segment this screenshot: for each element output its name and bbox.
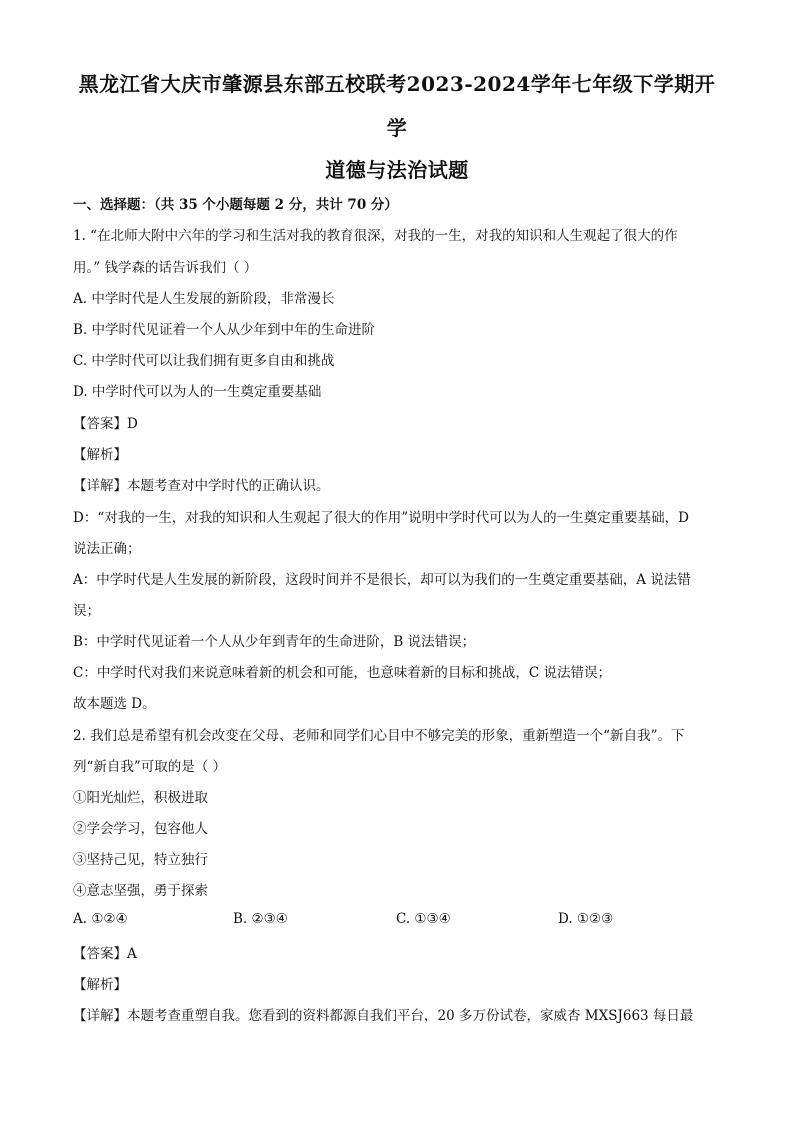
q2-item-3: ③坚持己见，特立独行 (73, 852, 208, 868)
q2-option-d: D. ①②③ (558, 911, 614, 927)
q1-option-d: D. 中学时代可以为人的一生奠定重要基础 (73, 384, 322, 400)
q2-analysis-label: 【解析】 (73, 977, 127, 993)
q1-stem-line2: 用。” 钱学森的话告诉我们（ ） (73, 260, 258, 276)
q1-option-c: C. 中学时代可以让我们拥有更多自由和挑战 (73, 353, 335, 369)
q2-option-b: B. ②③④ (233, 911, 288, 927)
q2-item-2: ②学会学习，包容他人 (73, 821, 208, 837)
q1-conclusion: 故本题选 D。 (73, 696, 156, 712)
q1-answer: 【答案】D (73, 416, 138, 432)
q1-detail: 【详解】本题考查对中学时代的正确认识。 (73, 478, 330, 494)
q1-explanation-c: C：中学时代对我们来说意味着新的机会和可能，也意味着新的目标和挑战，C 说法错误； (73, 665, 611, 681)
document-title-line1: 黑龙江省大庆市肇源县东部五校联考2023-2024学年七年级下学期开 (78, 72, 716, 96)
q2-item-4: ④意志坚强，勇于探索 (73, 883, 208, 899)
q2-stem-line1: 2. 我们总是希望有机会改变在父母、老师和同学们心目中不够完美的形象，重新塑造一个“新自我”。下 (73, 728, 685, 744)
q2-item-1: ①阳光灿烂，积极进取 (73, 790, 208, 806)
q1-analysis-label: 【解析】 (73, 447, 127, 463)
section-header: 一、选择题：（共 35 个小题每题 2 分，共计 70 分） (73, 197, 398, 213)
q1-explanation-a-line1: A：中学时代是人生发展的新阶段，这段时间并不是很长，却可以为我们的一生奠定重要基础，A 说法错 (73, 572, 691, 588)
q2-stem-line2: 列“新自我”可取的是（ ） (73, 759, 227, 775)
q1-option-b: B. 中学时代见证着一个人从少年到中年的生命进阶 (73, 322, 376, 338)
subject-title: 道德与法治试题 (325, 158, 469, 182)
q2-answer: 【答案】A (73, 946, 137, 962)
q2-detail: 【详解】本题考查重塑自我。您看到的资料都源自我们平台，20 多万份试卷，家威杏 MXSJ663 每日最 (73, 1008, 694, 1024)
q1-option-a: A. 中学时代是人生发展的新阶段，非常漫长 (73, 291, 335, 307)
q2-option-a: A. ①②④ (73, 911, 128, 927)
q1-explanation-d-line2: 说法正确； (73, 541, 141, 557)
q1-explanation-a-line2: 误； (73, 603, 100, 619)
document-title-line2: 学 (386, 116, 408, 140)
q1-stem-line1: 1. “在北师大附中六年的学习和生活对我的教育很深，对我的一生，对我的知识和人生观起了很大的作 (73, 228, 678, 244)
q1-explanation-d-line1: D：“对我的一生，对我的知识和人生观起了很大的作用”说明中学时代可以为人的一生奠定重要基础，D (73, 510, 689, 526)
q1-explanation-b: B：中学时代见证着一个人从少年到青年的生命进阶，B 说法错误； (73, 634, 476, 650)
q2-option-c: C. ①③④ (396, 911, 451, 927)
